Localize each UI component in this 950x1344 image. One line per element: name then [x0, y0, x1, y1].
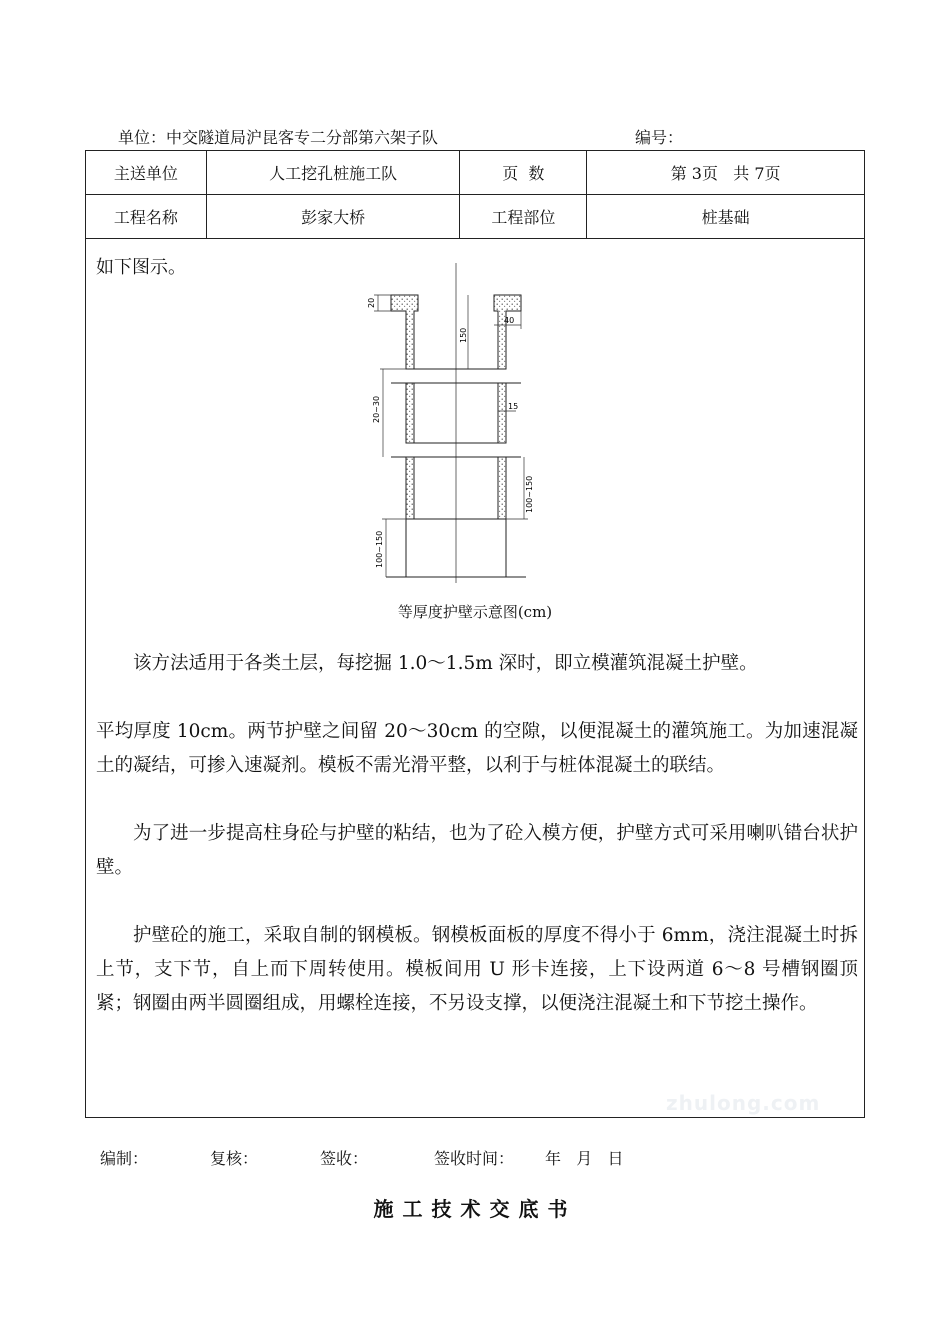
- document-title: 施工技术交底书: [373, 1197, 577, 1221]
- dim-bottom-range: 100~150: [375, 530, 384, 568]
- wall-section-right-2: [498, 383, 506, 443]
- dim-section-height: 150: [459, 327, 468, 343]
- wall-section-left-1: [391, 295, 418, 369]
- reviewer-label: 复核：: [210, 1149, 259, 1168]
- unit-label: 单位：中交隧道局沪昆客专二分部第六架子队: [118, 128, 439, 147]
- editor-label: 编制：: [100, 1149, 149, 1168]
- wall-section-left-3: [406, 457, 414, 519]
- diagram-caption: 等厚度护壁示意图(cm): [397, 603, 553, 621]
- date-label: 年 月 日: [545, 1149, 624, 1168]
- paragraph-3: 为了进一步提高柱身砼与护壁的粘结，也为了砼入模方便，护壁方式可采用喇叭错台状护壁。: [96, 823, 858, 878]
- dim-gap: 20~30: [372, 395, 381, 423]
- pages-label: 页 数: [460, 151, 587, 195]
- recipient-value: 人工挖孔桩施工队: [206, 151, 460, 195]
- intro-text: 如下图示。: [96, 257, 186, 278]
- project-name-label: 工程名称: [86, 195, 207, 239]
- receiver-label: 签收：: [320, 1149, 369, 1168]
- dim-thickness: 15: [508, 402, 519, 411]
- header-line: [118, 125, 838, 149]
- wall-section-right-3: [498, 457, 506, 519]
- project-part-label: 工程部位: [460, 195, 587, 239]
- content-box: [85, 239, 865, 1118]
- dim-top-rim: 20: [367, 297, 376, 308]
- wall-section-left-2: [406, 383, 414, 443]
- project-part-value: 桩基础: [587, 195, 865, 239]
- recipient-label: 主送单位: [86, 151, 207, 195]
- pages-value: 第 3页 共 7页: [587, 151, 865, 195]
- paragraph-2: 平均厚度 10cm。两节护壁之间留 20～30cm 的空隙，以便混凝土的灌筑施工。为加速混凝土的凝结，可掺入速凝剂。模板不需光滑平整，以利于与桩体混凝土的联结。: [96, 721, 858, 776]
- meta-row-1: [86, 151, 865, 195]
- wall-section-right-1: [494, 295, 521, 369]
- code-label: 编号：: [635, 128, 684, 147]
- meta-table: [85, 150, 865, 239]
- retaining-wall-diagram: [356, 263, 616, 593]
- paragraph-4: 护壁砼的施工，采取自制的钢模板。钢模板面板的厚度不得小于 6mm，浇注混凝土时拆上节，支下节，自上而下周转使用。模板间用 U 形卡连接，上下设两道 6～8 号槽钢圈顶紧；钢圈由两半圆圈组成，用螺栓连接，不另设支撑，以便浇注混凝土和下节挖土操作。: [96, 925, 858, 1014]
- watermark: zhulong.com: [666, 1091, 821, 1115]
- dim-rim-width: 40: [504, 316, 515, 325]
- paragraph-1: 该方法适用于各类土层，每挖掘 1.0～1.5m 深时，即立模灌筑混凝土护壁。: [133, 653, 758, 674]
- project-name-value: 彭家大桥: [206, 195, 460, 239]
- receive-time-label: 签收时间：: [434, 1149, 515, 1168]
- dim-section-range: 100~150: [525, 475, 534, 513]
- meta-row-2: [86, 195, 865, 239]
